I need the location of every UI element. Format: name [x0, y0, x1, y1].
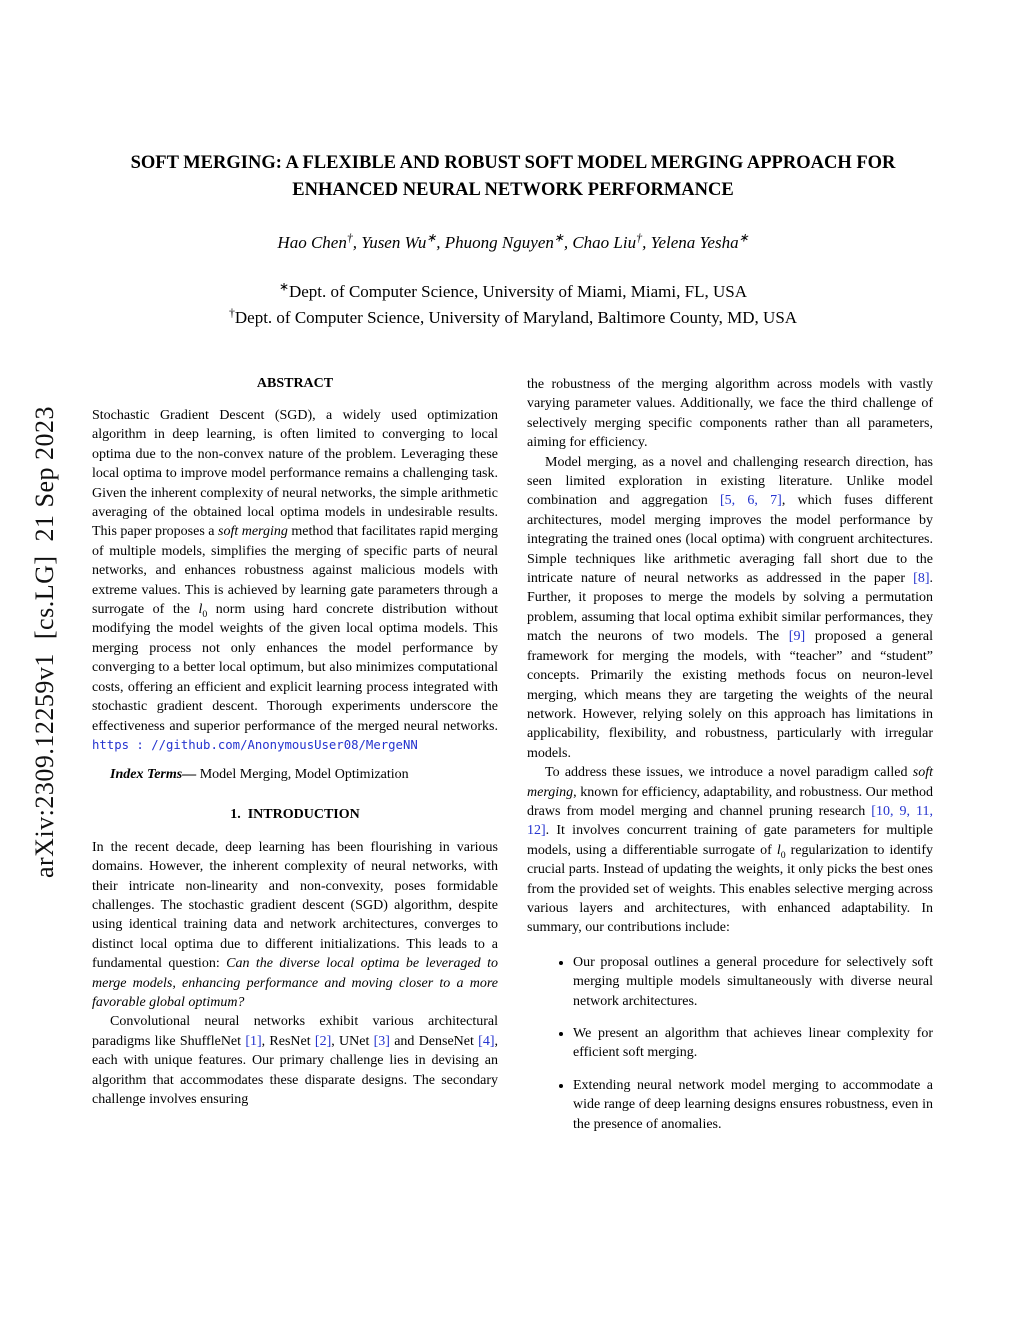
citation-link[interactable]: [2]: [314, 1033, 332, 1049]
index-terms: Index Terms— Model Merging, Model Optimization: [110, 767, 409, 783]
abstract-heading: ABSTRACT: [256, 376, 334, 391]
title-line-1: SOFT MERGING: A FLEXIBLE AND ROBUST SOFT MODEL MERGING APPROACH FOR: [130, 153, 896, 173]
contribution-item-3: • Extending neural network model merging to accommodate a wide range of deep learning designs ensures robustness, even in the presence of anomalies.: [573, 1076, 933, 1134]
intro-paragraph-3: the robustness of the merging algorithm across models with vastly varying parameter values. Additionally, we face the third challenge of selectively merging specific components rather than all parameters, aiming for efficiency.: [527, 377, 933, 451]
intro-paragraph-5: To address these issues, we introduce a novel paradigm called soft merging, known for efficiency, adaptability, and robustness. Our method draws from model merging and channel pruning research [10, 9, 11, 12]. It involves concurrent training of gate parameters for multiple models, using a differentiable surrogate of $l_0$ regularization to identify crucial parts. Instead of updating the weights, it only picks the best ones from the provided set of weights. This enables selective merging across various layers and architectures, with enhanced adaptability. In summary, our contributions include:: [527, 765, 933, 936]
two-column-body: [92, 375, 934, 1147]
affiliation-miami: ∗Dept. of Computer Science, University of Miami, Miami, FL, USA: [279, 279, 747, 301]
paper-header: [92, 0, 934, 331]
contribution-item-2: • We present an algorithm that achieves linear complexity for efficient soft merging.: [573, 1024, 933, 1063]
citation-link[interactable]: [5, 6, 7]: [720, 493, 782, 509]
paper-title: [92, 0, 934, 204]
citation-link[interactable]: [9]: [788, 629, 806, 645]
citation-link[interactable]: [1]: [245, 1033, 262, 1049]
citation-link[interactable]: [10, 9, 11, 12]: [527, 803, 933, 839]
left-column: [92, 375, 498, 1147]
authors-line: Hao Chen†, Yusen Wu∗, Phuong Nguyen∗, Chao Liu†, Yelena Yesha∗: [277, 230, 749, 252]
introduction-heading: 1. INTRODUCTION: [230, 806, 360, 822]
title-line-2: ENHANCED NEURAL NETWORK PERFORMANCE: [292, 180, 734, 200]
intro-paragraph-4: Model merging, as a novel and challenging research direction, has seen limited exploration in existing literature. Unlike model combination and aggregation [5, 6, 7], which fuses different architectures, model merging improves the model performance by integrating the trained ones (local optima) with congruent architectures. Simple techniques like arithmetic averaging fall short due to the intricate nature of neural networks as addressed in the paper [8]. Further, it proposes to merge the models by solving a permutation problem, assuming that local optima exhibit similar performances, they match the neurons of two models. The [9] proposed a general framework for merging the models, with “teacher” and “student” concepts. Primarily the existing methods focus on neuron-level merging, which means they are targeting the weights of the neural network. However, relying solely on this approach has limitations in applicability, flexibility, and robustness, particularly with irregular models.: [527, 454, 933, 761]
contribution-item-1: • Our proposal outlines a general procedure for selectively soft merging multiple models simultaneously with diverse neural network architectures.: [573, 953, 933, 1011]
right-column: [527, 375, 933, 1147]
citation-link[interactable]: [4]: [478, 1033, 495, 1049]
intro-paragraph-1: In the recent decade, deep learning has been flourishing in various domains. However, the inherent complexity of neural networks, with their intricate non-linearity and non-convexity, poses formidable challenges. The stochastic gradient descent (SGD) algorithm, despite using identical training data and network architectures, converges to distinct local optima due to different initializations. This leads to a fundamental question: Can the diverse local optima be leveraged to merge models, enhancing performance and moving closer to a more favorable global optimum?: [92, 839, 498, 1010]
affiliation-umbc: †Dept. of Computer Science, University of Maryland, Baltimore County, MD, USA: [228, 305, 798, 327]
intro-paragraph-2: Convolutional neural networks exhibit various architectural paradigms like ShuffleNet [1], ResNet [2], UNet [3] and DenseNet [4], each with unique features. Our primary challenge lies in devising an algorithm that accommodates these disparate designs. The secondary challenge involves ensuring: [92, 1014, 498, 1107]
citation-link[interactable]: [3]: [373, 1033, 390, 1049]
url-link[interactable]: https : //github.com/AnonymousUser08/MergeNN: [92, 737, 418, 752]
citation-link[interactable]: [8]: [913, 571, 930, 587]
abstract-text: Stochastic Gradient Descent (SGD), a widely used optimization algorithm in deep learning, is often limited to converging to local optima due to the non-convex nature of the problem. Leveraging these local optima to improve model performance remains a challenging task. Given the inherent complexity of neural networks, the simple arithmetic averaging of the obtained local optima models in undesirable results. This paper proposes a soft merging method that facilitates rapid merging of multiple models, simplifies the merging of specific parts of neural networks, and enhances robustness against malicious models with extreme values. This is achieved by learning gate parameters through a surrogate of the $l_0$ norm using hard concrete distribution without modifying the model weights of the given local optima models. This merging process not only enhances the model performance by converging to a better local optimum, but also minimizes computational costs, offering an efficient and explicit learning process integrated with stochastic gradient descent. Thorough experiments underscore the effectiveness and superior performance of the merged neural networks. https : //github.com/AnonymousUser08/MergeNN: [92, 408, 498, 752]
arxiv-watermark: arXiv:2309.12259v1 [cs.LG] 21 Sep 2023: [30, 405, 59, 879]
affiliations: [92, 279, 934, 331]
contributions-list: [527, 953, 933, 1134]
